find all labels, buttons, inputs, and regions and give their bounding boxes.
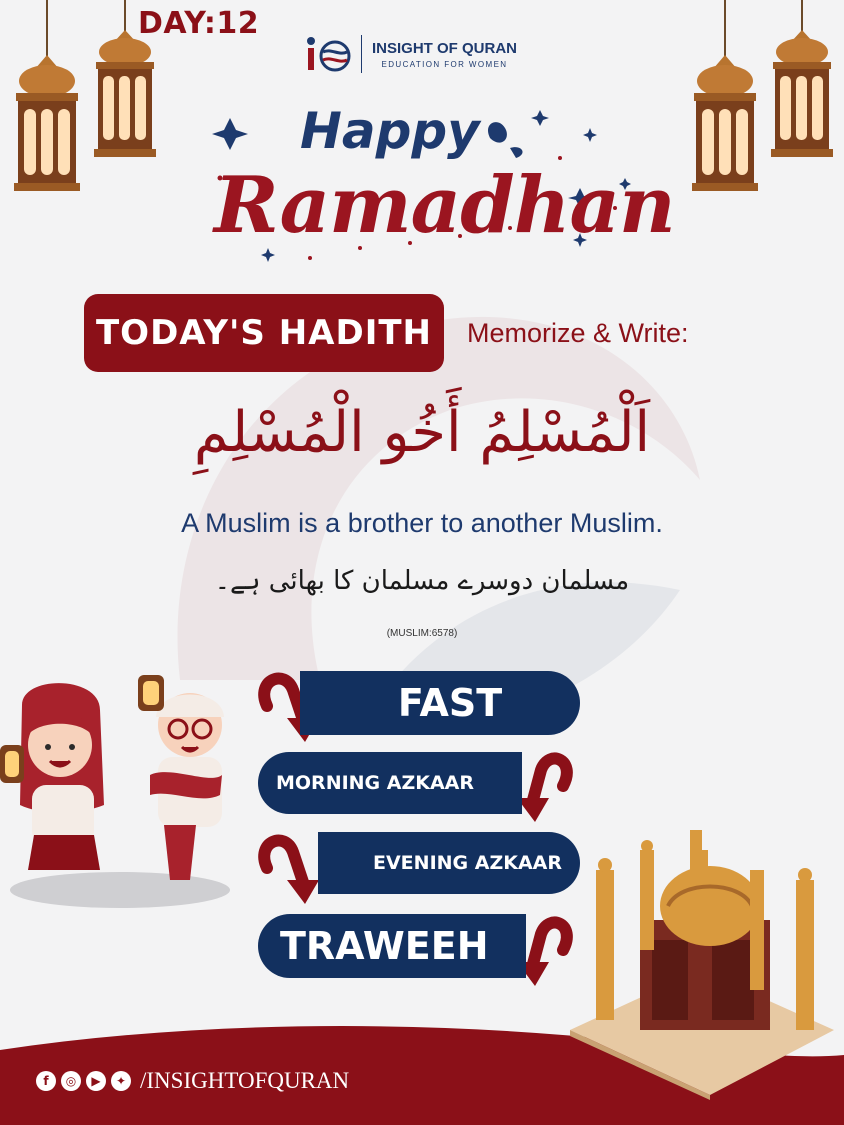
social-handle[interactable]: /INSIGHTOFQURAN (140, 1068, 350, 1093)
social-bar (36, 1068, 349, 1094)
twitter-icon[interactable]: ✦ (111, 1071, 131, 1091)
lantern-right-pair (680, 0, 844, 200)
todays-hadith-badge: TODAY'S HADITH (84, 294, 444, 372)
logo-divider (361, 35, 362, 73)
checklist-item-fast: FAST (300, 671, 580, 735)
day-counter: DAY:12 (138, 6, 260, 41)
instagram-icon[interactable]: ◎ (61, 1071, 81, 1091)
hadith-reference: (MUSLIM:6578) (386, 628, 458, 639)
hadith-arabic: اَلْمُسْلِمُ أَخُو الْمُسْلِمِ (193, 400, 651, 465)
checklist-item-traweeh: TRAWEEH (258, 914, 526, 978)
brand-text (372, 40, 517, 69)
youtube-icon[interactable]: ▶ (86, 1071, 106, 1091)
mosque-illustration (560, 810, 844, 1100)
checklist-item-morning-azkaar: MORNING AZKAAR (258, 752, 522, 814)
checklist-item-evening-azkaar: EVENING AZKAAR (318, 832, 580, 894)
logo-mark-icon (305, 34, 351, 74)
kids-illustration (0, 665, 250, 915)
hadith-urdu: مسلمان دوسرے مسلمان کا بھائی ہے۔ (214, 566, 630, 596)
greeting-ramadhan: Ramadhan (214, 160, 675, 251)
brand-logo (305, 34, 517, 74)
hadith-english: A Muslim is a brother to another Muslim. (181, 508, 663, 538)
facebook-icon[interactable]: f (36, 1071, 56, 1091)
brand-name: INSIGHT OF QURAN (372, 39, 517, 57)
memorize-instruction: Memorize & Write: (467, 318, 689, 348)
brand-tagline: EDUCATION FOR WOMEN (381, 59, 508, 69)
greeting-happy: Happy (300, 102, 480, 160)
